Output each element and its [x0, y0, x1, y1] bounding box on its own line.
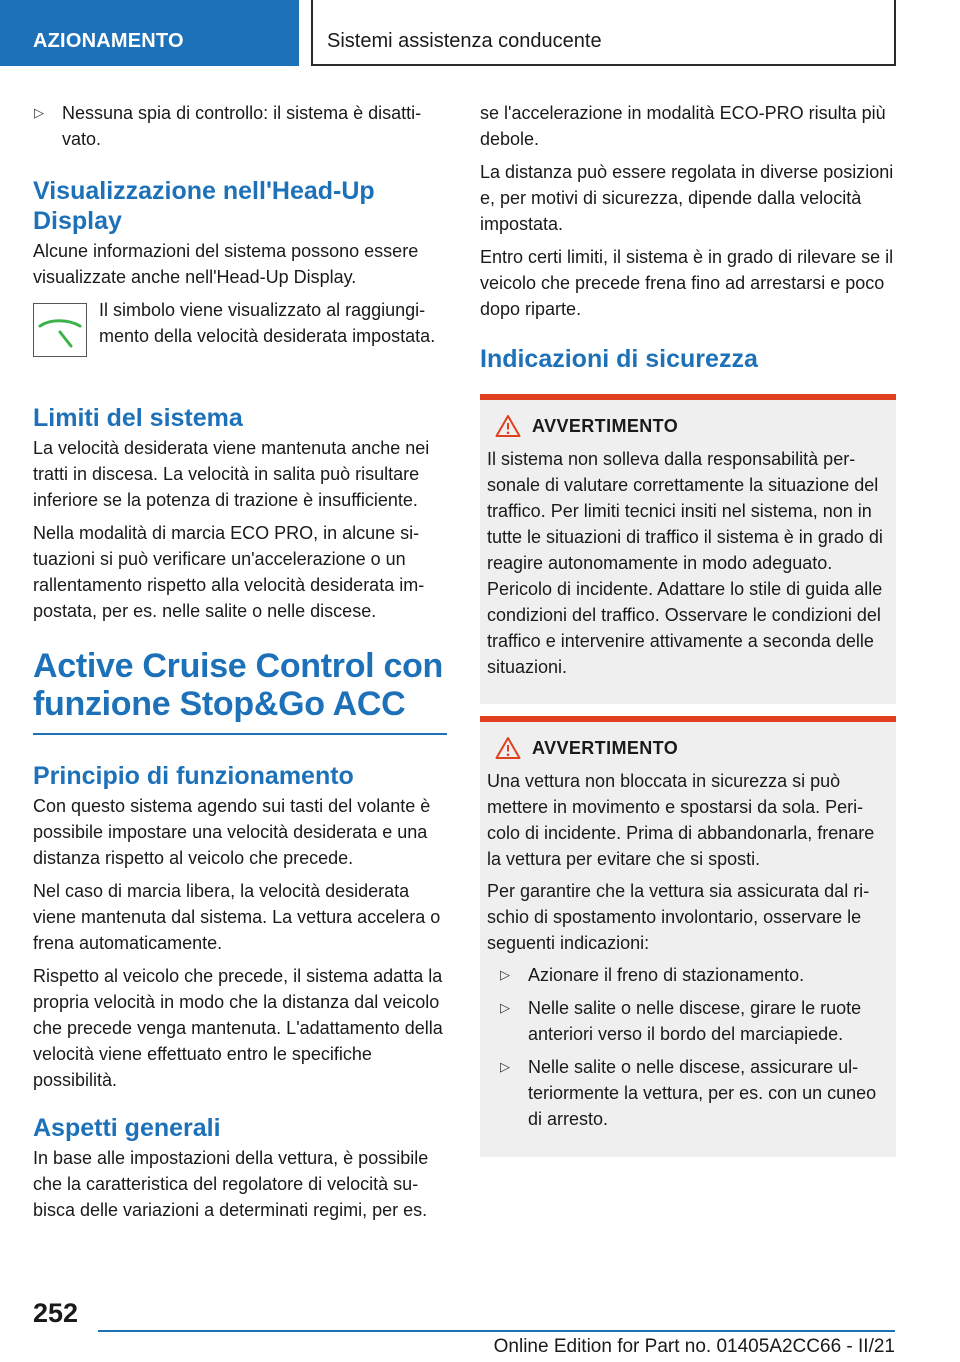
list-item [499, 1054, 889, 1132]
hud-paragraph: Alcune informazioni del sistema possono essere visualizzate anche nell'Head-Up Display. [33, 241, 419, 287]
principle-paragraph-1: Con questo sistema agendo sui tasti del volante è possibile impostare una velocità desiderata e una distanza rispetto al veicolo che precede. [33, 796, 431, 868]
limits-heading: Limiti del sistema [33, 404, 243, 432]
bullet-triangle-icon: ▷ [500, 1000, 510, 1015]
page-number: 252 [33, 1298, 79, 1328]
warning-box-1 [480, 394, 896, 704]
principle-paragraph-3: Rispetto al veicolo che precede, il sistema adatta la propria velocità in modo che la distanza dal veicolo che precede venga mantenuta. L'adattamento della velocità viene effettuato entro le specifiche possibilità. [33, 966, 443, 1090]
header-section-label: AZIONAMENTO [33, 30, 184, 52]
heading-rule [33, 733, 447, 735]
footer-edition-text: Online Edition for Part no. 01405A2CC66 - II/21 [493, 1336, 895, 1357]
hud-symbol-row [33, 297, 449, 377]
limits-paragraph-1: La velocità desiderata viene mantenuta anche nei tratti in discesa. La velocità in salita può risultare inferiore se la potenza di trazione è insufficiente. [33, 438, 430, 510]
continued-paragraph-3: Entro certi limiti, il sistema è in grado di rilevare se il veicolo che precede frena fino ad arrestarsi e poco dopo riparte. [480, 247, 894, 319]
continued-paragraph-1: se l'accelerazione in modalità ECO-PRO risulta più debole. [480, 103, 886, 149]
list-item [33, 100, 449, 152]
warning-text: Il sistema non solleva dalla responsabilità personale di valutare correttamente la situazione del traffico. Per limiti tecnici insiti nel sistema, non in tutte le situazioni di traffico il sistema è in grado di reagire autonomamente in modo adeguato. Pericolo di incidente. Adattare lo stile di guida alle condizioni del traffico. Osservare le condizioni del traffico e intervenire attivamente a seconda delle situazioni. [487, 449, 883, 677]
warning-title: AVVERTIMENTO [532, 738, 679, 758]
continued-paragraph-2: La distanza può essere regolata in diverse posizioni e, per motivi di sicurezza, dipende dalla velocità impostata. [480, 162, 894, 234]
hud-heading: Visualizzazione nell'Head-Up Display [33, 177, 375, 235]
list-item-text: Nessuna spia di controllo: il sistema è disattivato. [62, 103, 422, 149]
principle-paragraph-2: Nel caso di marcia libera, la velocità desiderata viene mantenuta dal sistema. La vettura accelera o frena automaticamente. [33, 881, 441, 953]
hud-symbol-text: Il simbolo viene visualizzato al raggiungimento della velocità desiderata impostata. [99, 300, 436, 346]
warning-text-2: Per garantire che la vettura sia assicurata dal rischio di spostamento involontario, osservare le seguenti indicazioni: [487, 881, 870, 953]
warning-box-2 [480, 716, 896, 1157]
warning-header [487, 414, 889, 444]
bullet-triangle-icon: ▷ [34, 105, 44, 120]
limits-paragraph-2: Nella modalità di marcia ECO PRO, in alcune situazioni si può verificare un'accelerazione o un rallentamento rispetto alla velocità desiderata impostata, per es. nelle salite o nelle discese. [33, 523, 425, 621]
header-topic-label: Sistemi assistenza conducente [327, 30, 602, 52]
list-item-text: Nelle salite o nelle discese, assicurare ulteriormente la vettura, per es. con un cuneo di arresto. [528, 1057, 877, 1129]
warning-header [487, 736, 889, 766]
bullet-triangle-icon: ▷ [500, 1059, 510, 1074]
header-section-tab [0, 0, 299, 66]
safety-heading: Indicazioni di sicurezza [480, 345, 758, 373]
list-item [499, 995, 889, 1047]
warning-text-1: Una vettura non bloccata in sicurezza si può mettere in movimento e spostarsi da sola. Pericolo di incidente. Prima di abbandonarla, frenare la vettura per evitare che si sposti. [487, 771, 875, 869]
list-item-text: Azionare il freno di stazionamento. [528, 965, 805, 985]
bullet-triangle-icon: ▷ [500, 967, 510, 982]
list-item-text: Nelle salite o nelle discese, girare le ruote anteriori verso il bordo del marciapiede. [528, 998, 862, 1044]
principle-heading: Principio di funzionamento [33, 762, 354, 790]
acc-main-heading: Active Cruise Control con funzione Stop&Go ACC [33, 647, 444, 723]
header-topic-tab [311, 0, 896, 66]
right-column [480, 100, 896, 1169]
footer-rule [98, 1330, 895, 1332]
acc-speed-reached-symbol-icon [33, 303, 87, 357]
warning-triangle-icon [495, 736, 521, 760]
list-item [499, 962, 889, 988]
general-heading: Aspetti generali [33, 1114, 221, 1142]
general-paragraph-1: In base alle impostazioni della vettura, è possibile che la caratteristica del regolatore di velocità subisca delle variazioni a determinati regimi, per es. [33, 1148, 429, 1220]
warning-triangle-icon [495, 414, 521, 438]
left-column [33, 100, 449, 1230]
warning-title: AVVERTIMENTO [532, 416, 679, 436]
